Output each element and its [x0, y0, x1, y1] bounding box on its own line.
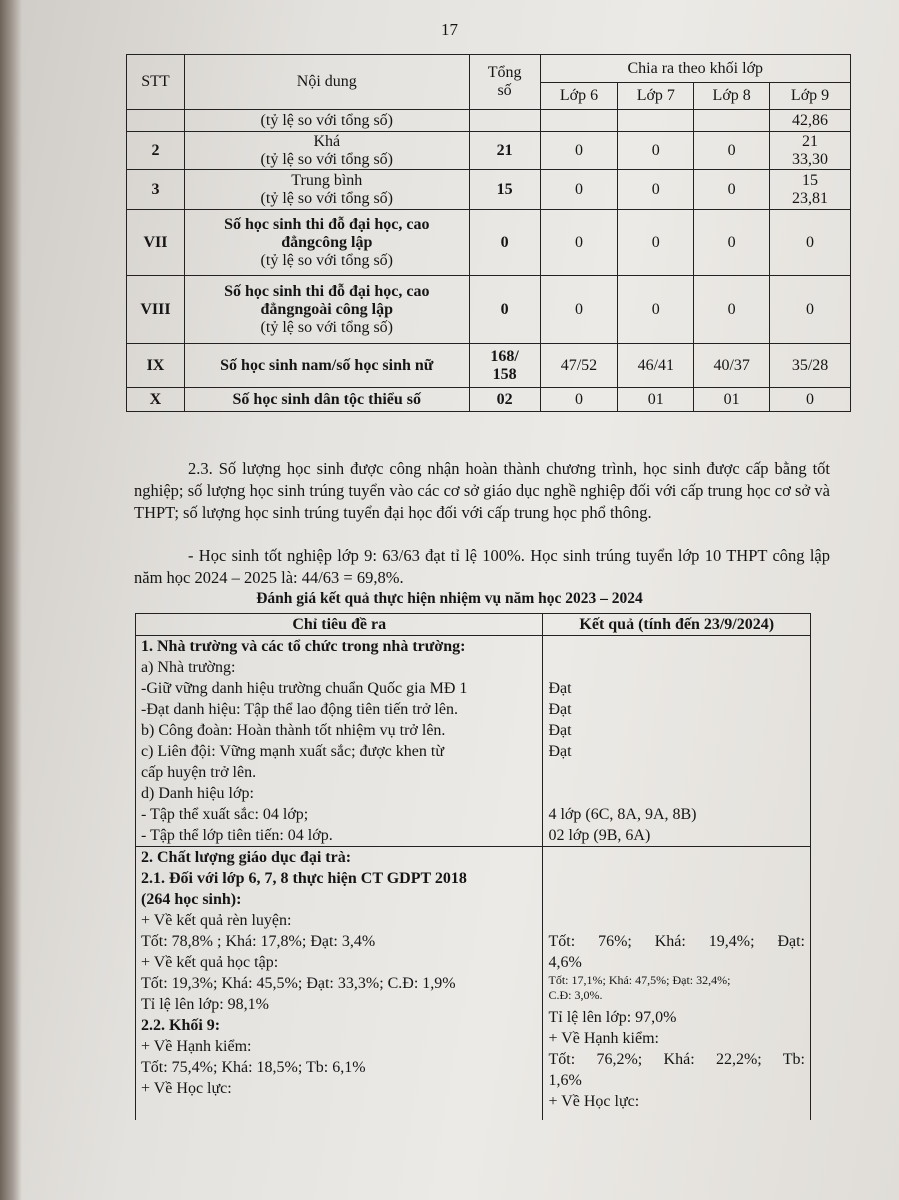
target-a2: -Đạt danh hiệu: Tập thể lao động tiên tiến trở lên. — [141, 701, 458, 718]
header-lop7: Lớp 7 — [618, 83, 694, 110]
col-ket-qua-header: Kết quả (tính đến 23/9/2024) — [543, 614, 811, 636]
header-chia-ra: Chia ra theo khối lớp — [540, 55, 850, 83]
target-b: b) Công đoàn: Hoàn thành tốt nhiệm vụ trở lên. — [141, 722, 446, 739]
cell-stt-line: VII — [143, 233, 168, 251]
cell-lop8-line: 40/37 — [713, 356, 750, 374]
cell-lop8-line: 0 — [727, 180, 736, 198]
target-hoc-tap: + Về kết quả học tập: — [141, 954, 279, 971]
cell-tong — [469, 132, 540, 170]
cell-tong-line: 15 — [496, 180, 513, 198]
cell-lop7 — [618, 344, 694, 388]
cell-tong — [469, 110, 540, 132]
cell-noi-dung — [184, 344, 469, 388]
result-ren-luyen-b: 4,6% — [548, 954, 582, 971]
cell-tong-line: 0 — [500, 233, 509, 251]
target-hoc-tap-val: Tốt: 19,3%; Khá: 45,5%; Đạt: 33,3%; C.Đ: 1,9% — [141, 975, 456, 992]
section-2-3-text: 2.3. Số lượng học sinh được công nhận hoàn thành chương trình, học sinh được cấp bằng tốt nghiệp; số lượng học sinh trúng tuyển vào các cơ sở giáo dục nghề nghiệp đối với cấp trung học cơ sở và THPT; số lượng học sinh trúng tuyển đại học đối với cấp trung học phổ thông. — [134, 459, 830, 522]
result-hoc-luc: + Về Học lực: — [548, 1093, 640, 1110]
cell-stt — [127, 132, 185, 170]
cell-stt-line: 3 — [151, 180, 160, 198]
result-ren-luyen-a: Tốt: 76%; Khá: 19,4%; Đạt: — [548, 933, 805, 950]
cell-noi-dung-line: Trung bình — [291, 171, 363, 189]
table-row — [127, 170, 851, 210]
targets-sub-2-2: 2.2. Khối 9: — [141, 1017, 221, 1034]
header-tong-so-line2: số — [497, 82, 512, 99]
cell-lop7-line: 0 — [651, 300, 660, 318]
cell-lop6 — [540, 344, 618, 388]
cell-noi-dung-line: (tỷ lệ so với tổng số) — [260, 111, 393, 129]
cell-noi-dung-line: Số học sinh thi đỗ đại học, cao — [224, 282, 430, 300]
cell-tong-line: 02 — [496, 390, 513, 408]
statistics-table — [126, 54, 851, 412]
result-4: Đạt — [548, 743, 572, 760]
target-hanh-kiem: + Về Hạnh kiểm: — [141, 1038, 252, 1055]
cell-lop9 — [770, 388, 851, 412]
target-c2: cấp huyện trở lên. — [141, 764, 257, 781]
cell-lop6 — [540, 110, 618, 132]
cell-lop9-line: 15 — [802, 171, 819, 189]
cell-noi-dung-line: Số học sinh dân tộc thiểu số — [232, 390, 422, 408]
cell-noi-dung — [184, 170, 469, 210]
col-chi-tieu-header: Chỉ tiêu đề ra — [136, 614, 543, 636]
cell-stt — [127, 170, 185, 210]
cell-lop9 — [770, 170, 851, 210]
cell-noi-dung-line: (tỷ lệ so với tổng số) — [260, 189, 393, 207]
cell-lop7-line: 0 — [651, 141, 660, 159]
cell-noi-dung — [184, 276, 469, 344]
cell-tong — [469, 388, 540, 412]
cell-stt-line: 2 — [151, 141, 160, 159]
cell-lop6-line: 0 — [574, 233, 583, 251]
cell-lop6 — [540, 132, 618, 170]
cell-noi-dung-line: Khá — [313, 132, 341, 150]
cell-lop9 — [770, 110, 851, 132]
target-d2: - Tập thể lớp tiên tiến: 04 lớp. — [141, 827, 333, 844]
result-1: Đạt — [548, 680, 572, 697]
cell-lop8-line: 0 — [727, 233, 736, 251]
result-hanh-kiem: + Về Hạnh kiểm: — [548, 1030, 659, 1047]
cell-lop6-line: 47/52 — [560, 356, 598, 374]
result-2: Đạt — [548, 701, 572, 718]
cell-tong-line: 168/ — [490, 347, 519, 365]
cell-tong — [469, 344, 540, 388]
table-row — [127, 210, 851, 276]
cell-lop6 — [540, 170, 618, 210]
target-a1: -Giữ vững danh hiệu trường chuẩn Quốc gia MĐ 1 — [141, 680, 468, 697]
graduation-paragraph — [134, 545, 830, 589]
cell-tong-line: 21 — [496, 141, 513, 159]
results-cell-1 — [543, 636, 811, 847]
result-hoc-tap-b: C.Đ: 3,0%. — [548, 988, 603, 1002]
table-row — [127, 276, 851, 344]
result-6: 02 lớp (9B, 6A) — [548, 827, 651, 844]
cell-lop7 — [618, 210, 694, 276]
cell-stt-line: IX — [146, 356, 165, 374]
result-5: 4 lớp (6C, 8A, 9A, 8B) — [548, 806, 697, 823]
cell-noi-dung-line: Số học sinh thi đỗ đại học, cao — [224, 215, 430, 233]
result-hanh-kiem-a: Tốt: 76,2%; Khá: 22,2%; Tb: — [548, 1051, 805, 1068]
target-len-lop: Tỉ lệ lên lớp: 98,1% — [141, 996, 269, 1013]
target-d: d) Danh hiệu lớp: — [141, 785, 254, 802]
target-hanh-kiem-val: Tốt: 75,4%; Khá: 18,5%; Tb: 6,1% — [141, 1059, 366, 1076]
cell-lop8-line: 0 — [727, 141, 736, 159]
cell-lop8 — [694, 132, 770, 170]
header-stt: STT — [127, 55, 185, 110]
cell-lop8 — [694, 110, 770, 132]
cell-lop9 — [770, 132, 851, 170]
cell-lop9-line: 23,81 — [792, 189, 829, 207]
section-2-3-paragraph — [134, 458, 830, 524]
cell-lop7 — [618, 388, 694, 412]
cell-tong — [469, 210, 540, 276]
cell-noi-dung-line: (tỷ lệ so với tổng số) — [260, 318, 393, 336]
targets-sub-2-1b: (264 học sinh): — [141, 891, 242, 908]
header-tong-so-line1: Tổng — [487, 64, 522, 81]
table-row — [127, 110, 851, 132]
cell-tong-line: 158 — [492, 365, 517, 383]
cell-lop7 — [618, 276, 694, 344]
cell-lop8 — [694, 210, 770, 276]
cell-lop7-line: 46/41 — [637, 356, 675, 374]
targets-sub-2-1: 2.1. Đối với lớp 6, 7, 8 thực hiện CT GDPT 2018 — [141, 870, 467, 887]
target-ren-luyen: + Về kết quả rèn luyện: — [141, 912, 292, 929]
cell-stt — [127, 276, 185, 344]
cell-lop8-line: 0 — [727, 300, 736, 318]
cell-lop7 — [618, 132, 694, 170]
header-tong-so — [469, 55, 540, 110]
cell-stt — [127, 110, 185, 132]
results-cell-2 — [543, 847, 811, 1121]
target-a: a) Nhà trường: — [141, 659, 236, 676]
cell-noi-dung-line: Số học sinh nam/số học sinh nữ — [220, 356, 434, 374]
cell-noi-dung-line: đẳngngoài công lập — [260, 300, 394, 318]
cell-lop6-line: 0 — [574, 180, 583, 198]
statistics-table-body — [127, 110, 851, 412]
cell-lop6 — [540, 388, 618, 412]
cell-noi-dung — [184, 110, 469, 132]
target-hoc-luc: + Về Học lực: — [141, 1080, 232, 1097]
targets-cell-1 — [136, 636, 543, 847]
result-3: Đạt — [548, 722, 572, 739]
cell-noi-dung — [184, 132, 469, 170]
target-ren-luyen-val: Tốt: 78,8% ; Khá: 17,8%; Đạt: 3,4% — [141, 933, 376, 950]
result-hanh-kiem-b: 1,6% — [548, 1072, 582, 1089]
header-lop6: Lớp 6 — [540, 83, 618, 110]
page-number: 17 — [441, 20, 458, 39]
cell-lop6-line: 0 — [574, 141, 583, 159]
result-hoc-tap-a: Tốt: 17,1%; Khá: 47,5%; Đạt: 32,4%; — [548, 973, 731, 987]
cell-lop8 — [694, 344, 770, 388]
cell-lop8-line: 01 — [723, 390, 740, 408]
cell-lop7 — [618, 110, 694, 132]
targets-heading-1: 1. Nhà trường và các tổ chức trong nhà trường: — [141, 638, 466, 655]
targets-heading-2: 2. Chất lượng giáo dục đại trà: — [141, 849, 352, 866]
target-c1: c) Liên đội: Vững mạnh xuất sắc; được khen từ — [141, 743, 444, 760]
header-noi-dung: Nội dung — [184, 55, 469, 110]
cell-lop6-line: 0 — [574, 300, 583, 318]
cell-lop9-line: 35/28 — [791, 356, 829, 374]
cell-lop9-line: 33,30 — [792, 150, 829, 168]
cell-lop9-line: 0 — [806, 300, 815, 318]
cell-noi-dung — [184, 210, 469, 276]
cell-noi-dung-line: đẳngcông lập — [281, 233, 373, 251]
cell-lop8 — [694, 388, 770, 412]
cell-lop8 — [694, 170, 770, 210]
cell-lop9-line: 42,86 — [792, 111, 829, 129]
cell-lop6-line: 0 — [574, 390, 583, 408]
cell-stt — [127, 344, 185, 388]
cell-tong-line: 0 — [500, 300, 509, 318]
cell-noi-dung-line: (tỷ lệ so với tổng số) — [260, 150, 393, 168]
graduation-text: - Học sinh tốt nghiệp lớp 9: 63/63 đạt tỉ lệ 100%. Học sinh trúng tuyển lớp 10 THPT công lập năm học 2024 – 2025 là: 44/63 = 69,8%. — [134, 546, 830, 587]
result-len-lop: Tỉ lệ lên lớp: 97,0% — [548, 1009, 677, 1026]
cell-lop7-line: 0 — [651, 233, 660, 251]
cell-lop9-line: 21 — [802, 132, 819, 150]
cell-noi-dung-line: (tỷ lệ so với tổng số) — [260, 251, 393, 269]
target-d1: - Tập thể xuất sắc: 04 lớp; — [141, 806, 309, 823]
cell-lop9-line: 0 — [806, 390, 815, 408]
cell-lop8 — [694, 276, 770, 344]
cell-tong — [469, 170, 540, 210]
cell-lop6 — [540, 276, 618, 344]
header-lop8: Lớp 8 — [694, 83, 770, 110]
cell-stt — [127, 210, 185, 276]
table-row — [127, 132, 851, 170]
table-row — [127, 388, 851, 412]
cell-tong — [469, 276, 540, 344]
cell-lop9 — [770, 210, 851, 276]
evaluation-title: Đánh giá kết quả thực hiện nhiệm vụ năm học 2023 – 2024 — [256, 590, 643, 607]
cell-lop9-line: 0 — [806, 233, 815, 251]
cell-stt — [127, 388, 185, 412]
cell-lop9 — [770, 344, 851, 388]
evaluation-table — [135, 613, 811, 1120]
targets-cell-2 — [136, 847, 543, 1121]
cell-lop7-line: 0 — [651, 180, 660, 198]
cell-noi-dung — [184, 388, 469, 412]
cell-lop7-line: 01 — [647, 390, 664, 408]
cell-lop9 — [770, 276, 851, 344]
cell-stt-line: VIII — [140, 300, 171, 318]
cell-lop6 — [540, 210, 618, 276]
header-lop9: Lớp 9 — [770, 83, 851, 110]
cell-stt-line: X — [149, 390, 162, 408]
cell-lop7 — [618, 170, 694, 210]
table-row — [127, 344, 851, 388]
